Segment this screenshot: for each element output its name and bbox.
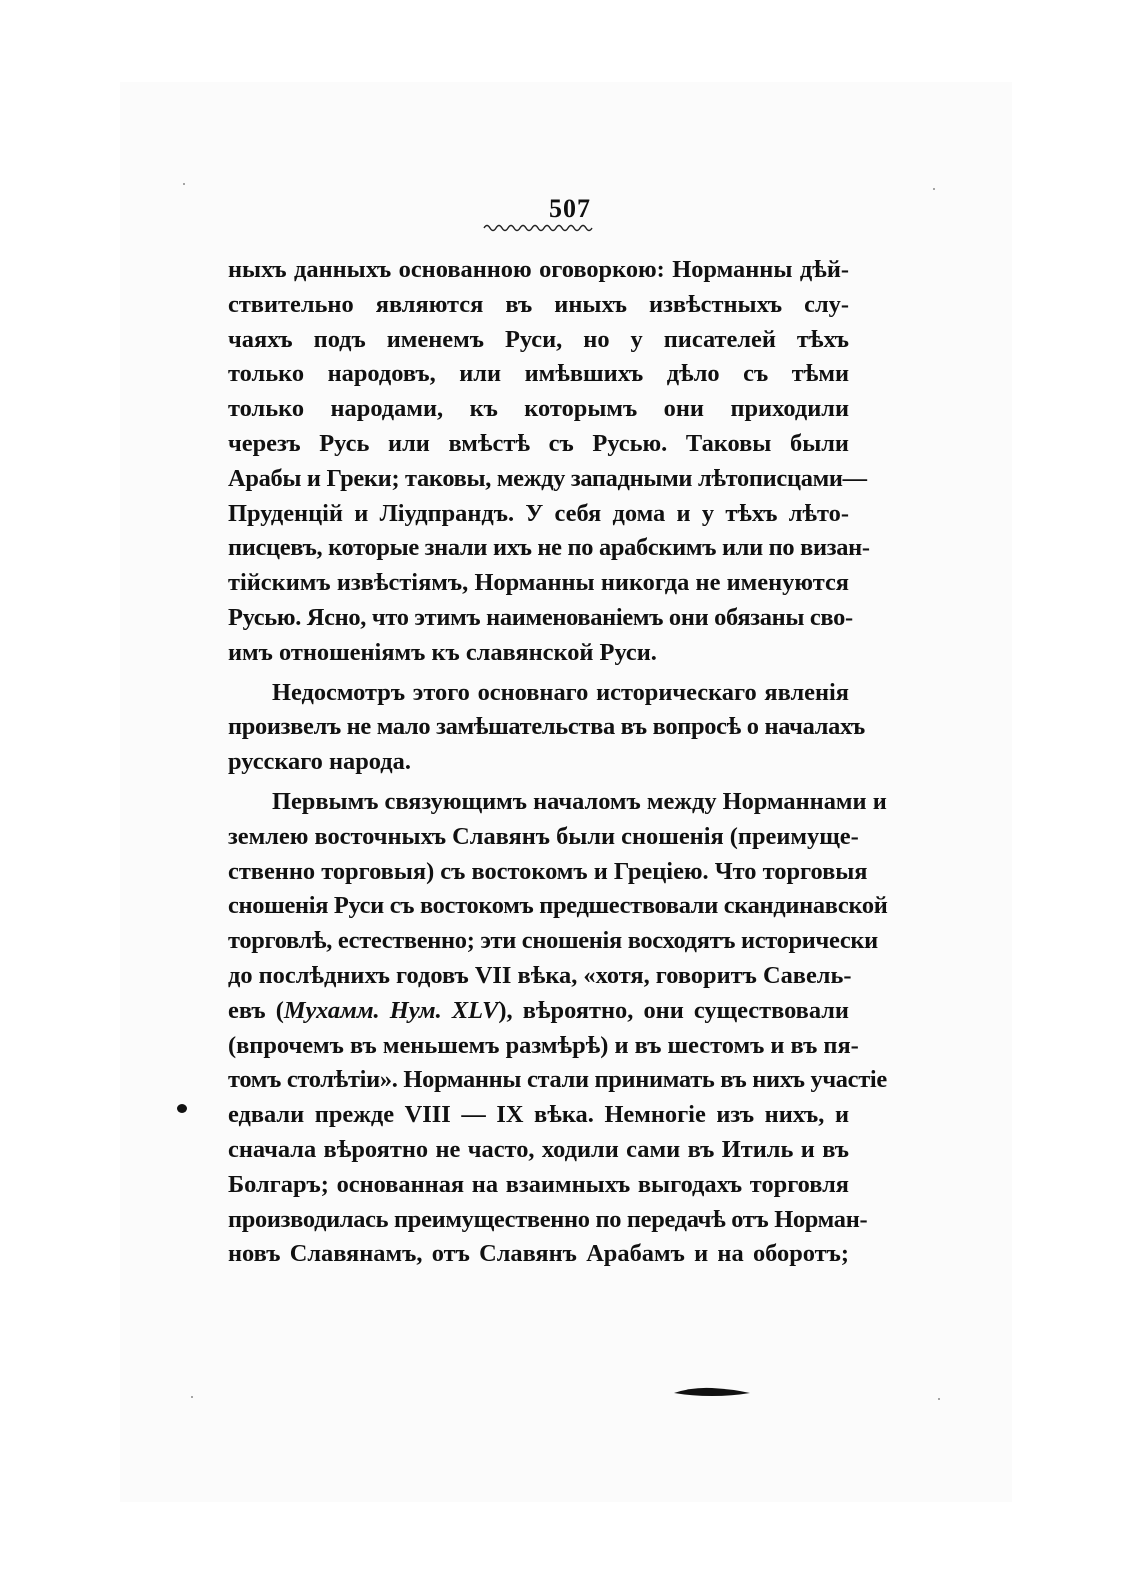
text-line: производилась преимущественно по передачѣ отъ Норман-: [228, 1205, 868, 1233]
end-ornament-dash: [672, 1386, 752, 1398]
scan-speck: [933, 188, 935, 190]
text-line: тійскимъ извѣстіямъ, Норманны никогда не именуются: [228, 569, 849, 597]
text-line: (впрочемъ въ меньшемъ размѣрѣ) и въ шестомъ и въ пя-: [228, 1031, 859, 1059]
text-line: сначала вѣроятно не часто, ходили сами въ Итиль и въ: [228, 1135, 849, 1163]
citation-text-after: ), вѣроятно, они существовали: [498, 996, 849, 1024]
text-line: писцевъ, которые знали ихъ не по арабскимъ или по визан-: [228, 534, 870, 562]
text-line: Недосмотръ этого основнаго историческаго явленія: [272, 678, 849, 706]
text-line: торговлѣ, естественно; эти сношенія восходятъ исторически: [228, 927, 878, 955]
body-text: [228, 253, 888, 1272]
text-line: ныхъ данныхъ основанною оговоркою: Норманны дѣй-: [228, 256, 849, 283]
text-line-citation: [228, 994, 849, 1029]
margin-dot-mark: [177, 1104, 187, 1113]
text-line: ствительно являются въ иныхъ извѣстныхъ слу-: [228, 290, 849, 318]
text-line: новъ Славянамъ, отъ Славянъ Арабамъ и на оборотъ;: [228, 1240, 849, 1268]
text-line: ственно торговыя) съ востокомъ и Греціею. Что торговыя: [228, 857, 868, 885]
text-line: чаяхъ подъ именемъ Руси, но у писателей тѣхъ: [228, 325, 849, 353]
text-line: произвелъ не мало замѣшательства въ вопросѣ о началахъ: [228, 713, 865, 741]
text-line: только народовъ, или имѣвшихъ дѣло съ тѣми: [228, 360, 849, 388]
page-number: 507: [549, 194, 591, 223]
text-line: черезъ Русь или вмѣстѣ съ Русью. Таковы были: [228, 429, 849, 457]
text-line: томъ столѣтіи». Норманны стали принимать въ нихъ участіе: [228, 1066, 887, 1094]
scan-speck: [938, 1398, 940, 1400]
citation-text-before: евъ (: [228, 996, 284, 1024]
text-line: землею восточныхъ Славянъ были сношенія (преимуще-: [228, 822, 859, 850]
text-line: Первымъ связующимъ началомъ между Норманнами и: [272, 787, 887, 815]
scan-speck: [191, 1396, 193, 1398]
text-line: до послѣднихъ годовъ VII вѣка, «хотя, говоритъ Савель-: [228, 961, 852, 989]
text-line: Арабы и Греки; таковы, между западными лѣтописцами—: [228, 464, 867, 492]
text-line: русскаго народа.: [228, 748, 411, 776]
citation-reference: Мухамм. Нум. XLV: [283, 996, 499, 1024]
text-line: только народами, къ которымъ они приходили: [228, 395, 849, 423]
text-line: имъ отношеніямъ къ славянской Руси.: [228, 638, 657, 666]
wavy-rule-ornament: [482, 222, 596, 234]
scan-speck: [183, 183, 185, 185]
text-line: Пруденцій и Ліудпрандъ. У себя дома и у тѣхъ лѣто-: [228, 499, 849, 527]
text-line: сношенія Руси съ востокомъ предшествовали скандинавской: [228, 892, 888, 920]
text-line: Болгаръ; основанная на взаимныхъ выгодахъ торговля: [228, 1170, 849, 1198]
text-line: Русью. Ясно, что этимъ наименованіемъ они обязаны сво-: [228, 603, 853, 631]
text-line: едвали прежде VIII — IX вѣка. Немногіе изъ нихъ, и: [228, 1101, 849, 1129]
